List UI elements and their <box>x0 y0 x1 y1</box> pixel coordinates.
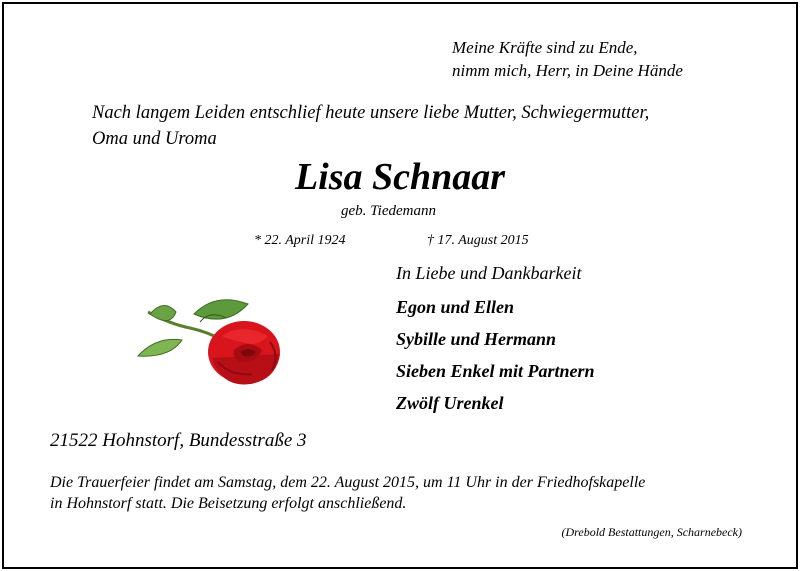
rose-icon <box>130 292 290 392</box>
funeral-home-credit: (Drebold Bestattungen, Scharnebeck) <box>561 525 742 539</box>
mourner-name: Sybille und Hermann <box>396 329 557 349</box>
address: 21522 Hohnstorf, Bundesstraße 3 <box>50 430 307 451</box>
maiden-name: geb. Tiedemann <box>341 203 436 219</box>
mourner-name: Zwölf Urenkel <box>396 393 504 413</box>
motto-verse <box>452 36 683 82</box>
motto-line-2: nimm mich, Herr, in Deine Hände <box>452 61 683 80</box>
service-line-2: in Hohnstorf statt. Die Beisetzung erfolgt anschließend. <box>50 495 407 512</box>
rose-image <box>130 292 290 392</box>
deceased-name: Lisa Schnaar <box>294 156 506 198</box>
mourner-name: Sieben Enkel mit Partnern <box>396 361 595 381</box>
intro-text <box>92 100 649 152</box>
motto-line-1: Meine Kräfte sind zu Ende, <box>452 38 638 57</box>
service-line-1: Die Trauerfeier findet am Samstag, dem 22. August 2015, um 11 Uhr in der Friedhofskapelle <box>50 474 646 491</box>
intro-line-1: Nach langem Leiden entschlief heute unsere liebe Mutter, Schwiegermutter, <box>92 103 650 123</box>
intro-line-2: Oma und Uroma <box>92 129 217 149</box>
mourners-heading: In Liebe und Dankbarkeit <box>396 263 582 283</box>
service-info <box>50 472 645 514</box>
birth-date: * 22. April 1924 <box>254 233 346 248</box>
death-date: † 17. August 2015 <box>427 233 529 248</box>
mourner-name: Egon und Ellen <box>396 297 515 317</box>
